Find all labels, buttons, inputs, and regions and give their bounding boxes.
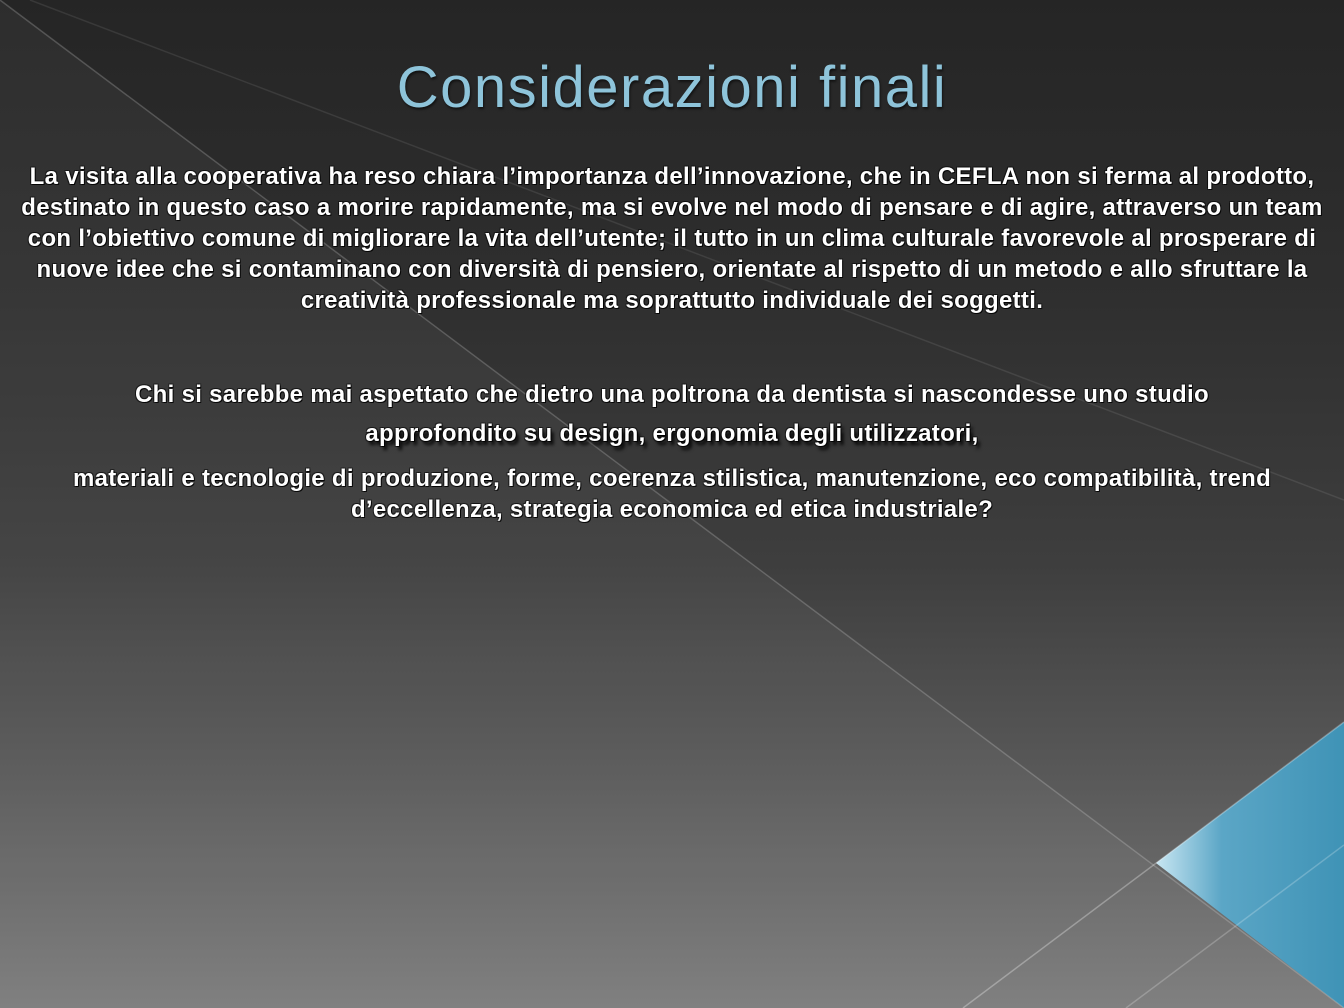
paragraph-innovation: La visita alla cooperativa ha reso chiara l’importanza dell’innovazione, che in CEFLA non si ferma al prodotto, destinato in questo caso a morire rapidamente, ma si evolve nel modo di pensare e di agire, attraverso un team con l’obiettivo comune di migliorare la vita dell’utente; il tutto in un clima culturale favorevole al prosperare di nuove idee che si contaminano con diversità di pensiero, orientate al rispetto di un metodo e allo sfruttare la creatività professionale ma soprattutto individuale dei soggetti. bbox=[21, 163, 1323, 314]
paragraph-question-line2: approfondito su design, ergonomia degli utilizzatori, bbox=[365, 420, 979, 447]
paragraph-question-line1: Chi si sarebbe mai aspettato che dietro una poltrona da dentista si nascondesse uno studio bbox=[135, 381, 1209, 408]
paragraph-question-line3: materiali e tecnologie di produzione, forme, coerenza stilistica, manutenzione, eco compatibilità, trend d’eccellenza, strategia economica ed etica industriale? bbox=[72, 465, 1272, 523]
slide-title: Considerazioni finali bbox=[396, 55, 948, 120]
